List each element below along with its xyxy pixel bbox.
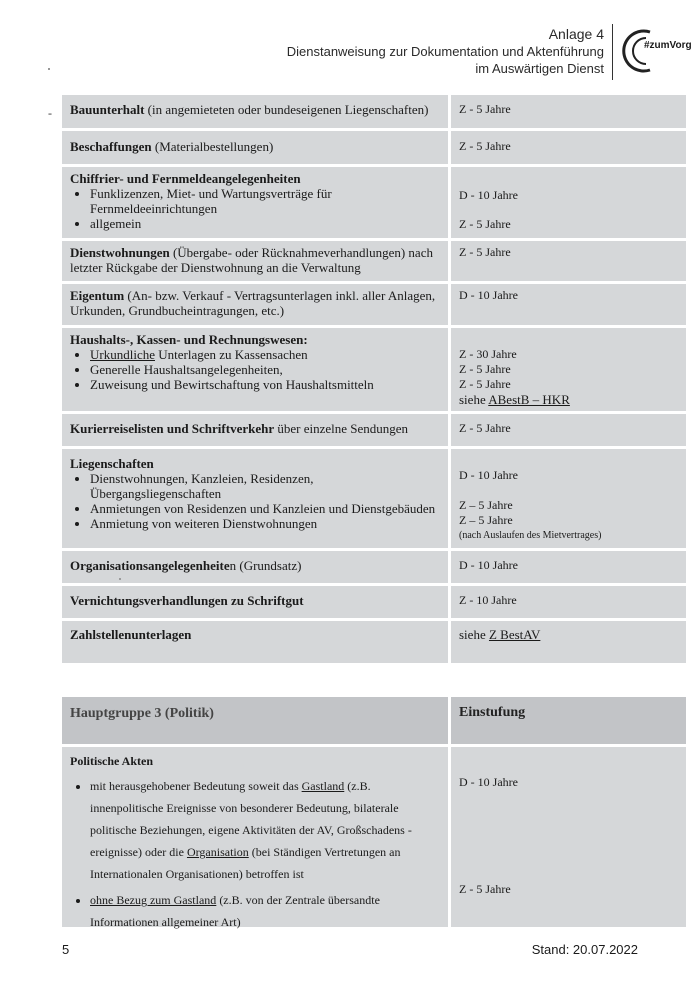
table-row: Organisationsangelegenheiten (Grundsatz) D - 10 Jahre xyxy=(62,551,686,583)
header-title: Dienstanweisung zur Dokumentation und Aktenführung xyxy=(286,44,604,59)
list-item: • allgemein xyxy=(90,216,440,231)
table-header-row xyxy=(62,697,686,744)
zumvorgang-logo xyxy=(620,26,700,76)
table-row: Haushalts-, Kassen- und Rechnungswesen: • Urkundliche Unterlagen zu Kassensachen • Generelle Haushaltsangelegenheiten, • Zuweisung und Bewirtschaftung von Haushaltsmitteln Z - 30 Jahre Z - 5 Jahre Z - 5 Jahre siehe ABestB – HKR xyxy=(62,328,686,411)
list-item: • Zuweisung und Bewirtschaftung von Haushaltsmitteln xyxy=(90,377,440,392)
classification-heading: Einstufung xyxy=(459,705,526,720)
z-bestav-link[interactable]: Z BestAV xyxy=(488,627,541,642)
list-item: • Funklizenzen, Miet- und Wartungsverträge für Fernmeldeeinrichtungen xyxy=(90,186,440,216)
list-item: • Dienstwohnungen, Kanzleien, Residenzen, Übergangsliegenschaften xyxy=(90,471,440,501)
table-row: Kurierreiselisten und Schriftverkehr über einzelne Sendungen Z - 5 Jahre xyxy=(62,414,686,446)
table-row: Vernichtungsverhandlungen zu Schriftgut Z - 10 Jahre xyxy=(62,586,686,618)
page-number: 5 xyxy=(62,942,70,957)
stand-date: Stand: 20.07.2022 xyxy=(531,942,638,957)
scan-speck xyxy=(119,578,121,580)
list-item: • Anmietungen von Residenzen und Kanzleien und Dienstgebäuden xyxy=(90,501,440,516)
logo-swoosh-icon xyxy=(620,26,660,76)
abestb-hkr-link[interactable]: ABestB – HKR xyxy=(488,392,570,407)
table-row: Politische Akten • mit herausgehobener Bedeutung soweit das Gastland (z.B. innenpolitische Ereignisse von besonderer Bedeutung, bilaterale politische Beziehungen, eigene Aktivitäten der AV, Großschadens - ereignisse) oder die Organisation (bei Ständigen Vertretungen an Internationalen Organisationen) betroffen ist • ohne Bezug zum Gastland (z.B. von der Zentrale übersandte Informationen allgemeiner Art) D - 10 Jahre Z - 5 Jahre xyxy=(62,747,686,927)
table-row: Beschaffungen (Materialbestellungen) Z - 5 Jahre xyxy=(62,131,686,164)
header-subtitle: im Auswärtigen Dienst xyxy=(475,61,604,76)
table-row: Dienstwohnungen (Übergabe- oder Rücknahmeverhandlungen) nach letzter Rückgabe der Dienstwohnung an die Verwaltung Z - 5 Jahre xyxy=(62,241,686,281)
header-divider xyxy=(612,24,613,80)
list-item: • Urkundliche Unterlagen zu Kassensachen xyxy=(90,347,440,362)
table-row: Liegenschaften • Dienstwohnungen, Kanzleien, Residenzen, Übergangsliegenschaften • Anmietungen von Residenzen und Kanzleien und Dienstgebäuden • Anmietung von weiteren Dienstwohnungen D - 10 Jahre Z – 5 Jahre Z – 5 Jahre (nach Auslaufen des Mietvertrages) xyxy=(62,449,686,548)
table-row: Eigentum (An- bzw. Verkauf - Vertragsunterlagen inkl. aller Anlagen, Urkunden, Grundbucheintragungen, etc.) D - 10 Jahre xyxy=(62,284,686,325)
scan-speck xyxy=(48,68,50,70)
group-heading: Hauptgruppe 3 (Politik) xyxy=(70,706,214,721)
header-annex: Anlage 4 xyxy=(548,26,604,42)
table-row: Zahlstellenunterlagen siehe Z BestAV xyxy=(62,621,686,663)
logo-text: #zumVorg xyxy=(644,40,692,51)
list-item: • ohne Bezug zum Gastland (z.B. von der Zentrale übersandte Informationen allgemeiner Art) xyxy=(90,889,440,933)
document-header xyxy=(287,26,604,77)
list-item: • mit herausgehobener Bedeutung soweit das Gastland (z.B. innenpolitische Ereignisse von besonderer Bedeutung, bilaterale politische Beziehungen, eigene Aktivitäten der AV, Großschadens - ereignisse) oder die Organisation (bei Ständigen Vertretungen an Internationalen Organisationen) betroffen ist xyxy=(90,775,440,885)
margin-mark: - xyxy=(48,106,52,120)
list-item: • Anmietung von weiteren Dienstwohnungen xyxy=(90,516,440,531)
table-row: Chiffrier- und Fernmeldeangelegenheiten • Funklizenzen, Miet- und Wartungsverträge für Fernmeldeeinrichtungen • allgemein D - 10 Jahre Z - 5 Jahre xyxy=(62,167,686,238)
list-item: • Generelle Haushaltsangelegenheiten, xyxy=(90,362,440,377)
table-row: Bauunterhalt (in angemieteten oder bundeseigenen Liegenschaften) Z - 5 Jahre xyxy=(62,95,686,128)
